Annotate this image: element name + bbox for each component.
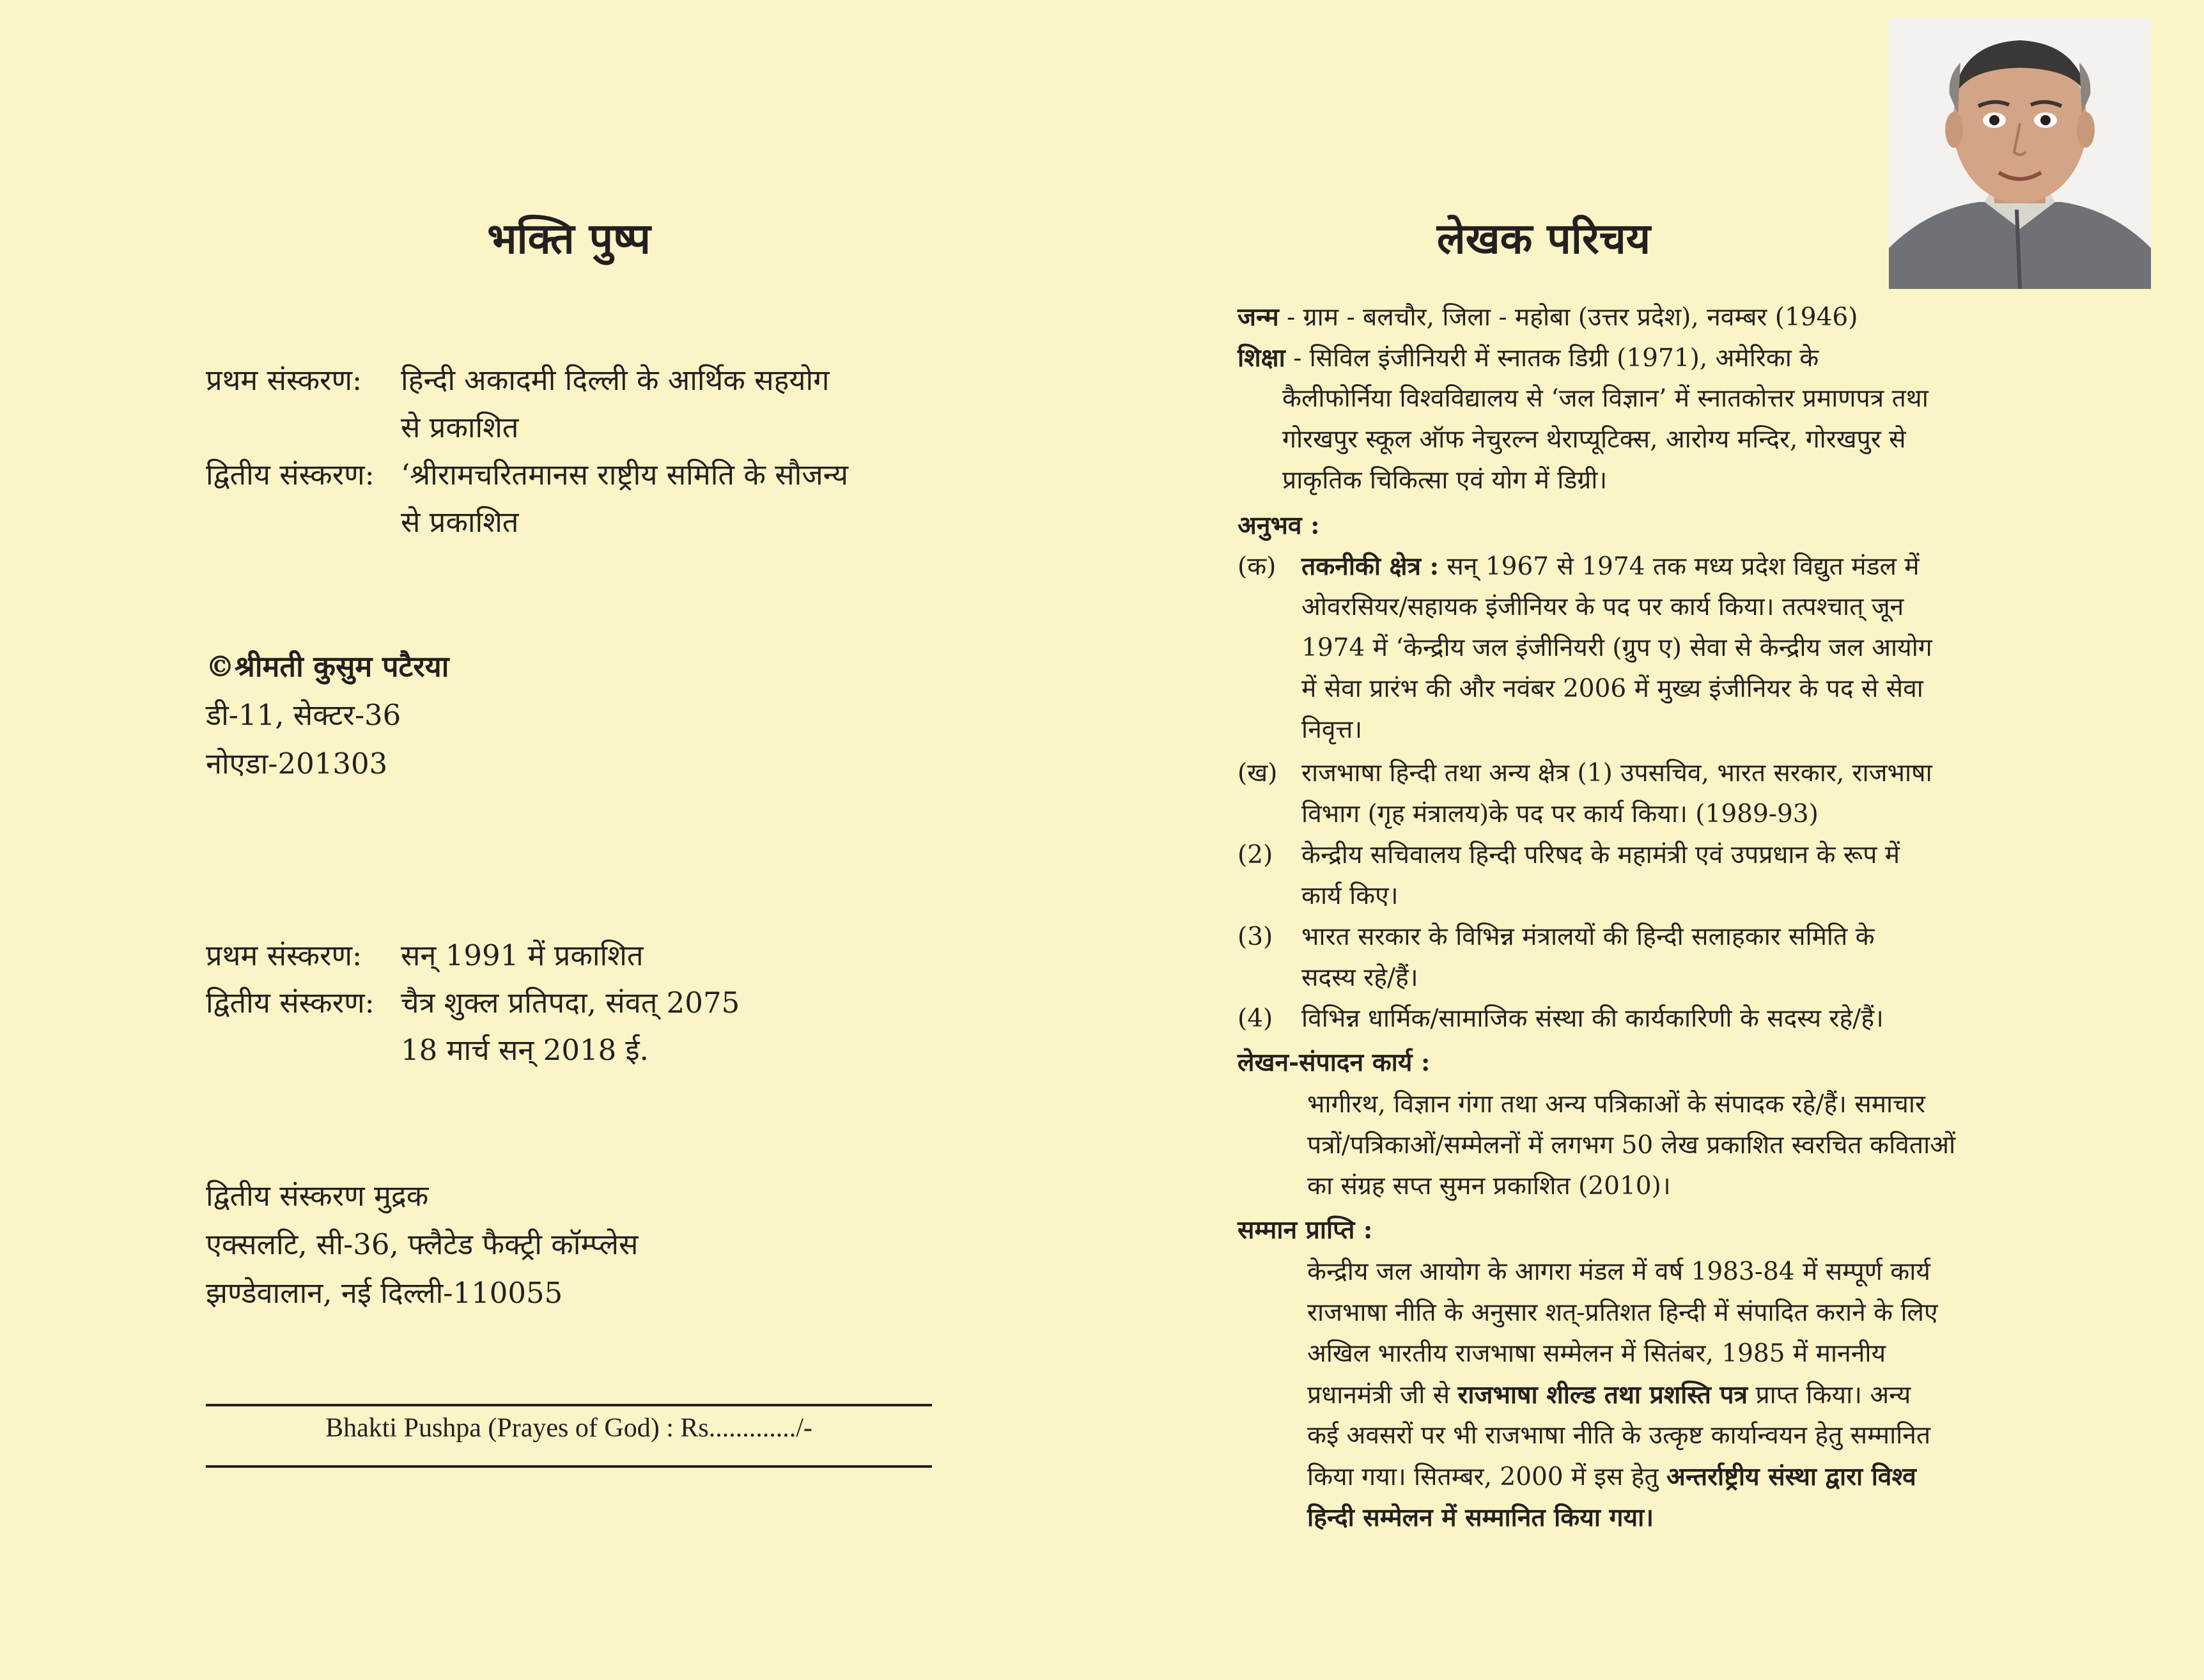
experience-heading: अनुभव : bbox=[1238, 511, 1320, 540]
honors-award: अन्तर्राष्ट्रीय संस्था द्वारा विश्व bbox=[1666, 1462, 1916, 1491]
honors-line-4 bbox=[1307, 1374, 1911, 1416]
honors-line-2: राजभाषा नीति के अनुसार शत्-प्रतिशत हिन्दी में संपादित कराने के लिए bbox=[1307, 1298, 1938, 1327]
education-line bbox=[1238, 338, 1819, 379]
writing-heading: लेखन-संपादन कार्य : bbox=[1238, 1048, 1431, 1077]
experience-item-a bbox=[1238, 546, 1920, 587]
experience-3-line-2: सदस्य रहे/हैं। bbox=[1301, 963, 1418, 992]
item-label: तकनीकी क्षेत्र : bbox=[1301, 552, 1440, 581]
credit-text-continued: से प्रकाशित bbox=[401, 410, 519, 444]
writing-line-1: भागीरथ, विज्ञान गंगा तथा अन्य पत्रिकाओं के संपादक रहे/हैं। समाचार bbox=[1307, 1090, 1925, 1119]
price-line: Bhakti Pushpa (Prayes of God) : Rs............./- bbox=[325, 1413, 812, 1443]
experience-b-line-2: विभाग (गृह मंत्रालय)के पद पर कार्य किया। (1989-93) bbox=[1301, 800, 1819, 828]
honors-line-1: केन्द्रीय जल आयोग के आगरा मंडल में वर्ष 1983-84 में सम्पूर्ण कार्य bbox=[1307, 1257, 1930, 1286]
item-text: सन् 1967 से 1974 तक मध्य प्रदेश विद्युत मंडल में bbox=[1439, 552, 1920, 581]
honors-heading: सम्मान प्राप्ति : bbox=[1238, 1215, 1373, 1245]
price-rule-bottom bbox=[206, 1465, 932, 1468]
printer-line-2: झण्डेवालान, नई दिल्ली-110055 bbox=[206, 1276, 563, 1310]
second-edition-credit bbox=[206, 451, 848, 499]
credit-text: हिन्दी अकादमी दिल्ली के आर्थिक सहयोग bbox=[401, 363, 830, 397]
item-marker: (3) bbox=[1238, 922, 1273, 951]
experience-a-line-5: निवृत्त। bbox=[1301, 715, 1363, 744]
honors-line-7: हिन्दी सम्मेलन में सम्मानित किया गया। bbox=[1307, 1503, 1654, 1532]
honors-line-5: कई अवसरों पर भी राजभाषा नीति के उत्कृष्ट कार्यान्वयन हेतु सम्मानित bbox=[1307, 1421, 1931, 1450]
copyright-holder: ©श्रीमती कुसुम पटैरया bbox=[206, 649, 449, 683]
honors-line-3: अखिल भारतीय राजभाषा सम्मेलन में सितंबर, 1985 में माननीय bbox=[1307, 1339, 1886, 1368]
birth-line bbox=[1238, 297, 1858, 338]
experience-a-line-4: में सेवा प्रारंभ की और नवंबर 2006 में मुख्य इंजीनियर के पद से सेवा bbox=[1301, 674, 1923, 703]
experience-2-line-2: कार्य किए। bbox=[1301, 882, 1399, 910]
author-intro-title: लेखक परिचय bbox=[1436, 214, 1651, 263]
credit-label: प्रथम संस्करण: bbox=[206, 363, 362, 397]
credit-text: ‘श्रीरामचरितमानस राष्ट्रीय समिति के सौजन्य bbox=[401, 458, 849, 492]
left-page bbox=[0, 0, 1023, 1680]
item-text: भारत सरकार के विभिन्न मंत्रालयों की हिन्दी सलाहकार समिति के bbox=[1301, 922, 1875, 951]
right-page bbox=[1087, 0, 2204, 1680]
writing-line-2: पत्रों/पत्रिकाओं/सम्मेलनों में लगभग 50 लेख प्रकाशित स्वरचित कविताओं bbox=[1307, 1131, 1956, 1160]
price-rule-top bbox=[206, 1404, 932, 1406]
address-line-1: डी-11, सेक्टर-36 bbox=[206, 698, 401, 732]
education-line-2: कैलीफोर्निया विश्वविद्यालय से ‘जल विज्ञान’ में स्नातकोत्तर प्रमाणपत्र तथा bbox=[1282, 384, 1929, 413]
author-portrait-icon bbox=[1889, 18, 2151, 289]
printer-line-1: एक्सलटि, सी-36, फ्लैटेड फैक्ट्री कॉम्प्लेस bbox=[206, 1227, 639, 1261]
item-text: केन्द्रीय सचिवालय हिन्दी परिषद के महामंत्री एवं उपप्रधान के रूप में bbox=[1301, 841, 1900, 869]
experience-a-line-3: 1974 में ‘केन्द्रीय जल इंजीनियरी (ग्रुप ए) सेवा से केन्द्रीय जल आयोग bbox=[1301, 634, 1932, 662]
item-marker: (क) bbox=[1238, 552, 1277, 581]
edition-text: चैत्र शुक्ल प्रतिपदा, संवत् 2075 bbox=[401, 986, 740, 1020]
item-text: विभिन्न धार्मिक/सामाजिक संस्था की कार्यकारिणी के सदस्य रहे/हैं। bbox=[1301, 1004, 1884, 1033]
author-photo bbox=[1889, 18, 2151, 289]
address-line-2: नोएडा-201303 bbox=[206, 747, 388, 781]
writing-line-3: का संग्रह सप्त सुमन प्रकाशित (2010)। bbox=[1307, 1172, 1671, 1201]
edition-label: द्वितीय संस्करण: bbox=[206, 986, 375, 1020]
education-label: शिक्षा bbox=[1238, 343, 1285, 373]
item-marker: (2) bbox=[1238, 841, 1273, 869]
printer-heading: द्वितीय संस्करण मुद्रक bbox=[206, 1179, 429, 1213]
education-line-3: गोरखपुर स्कूल ऑफ नेचुरल्न थेराप्यूटिक्स, आरोग्य मन्दिर, गोरखपुर से bbox=[1282, 425, 1906, 454]
book-title: भक्ति पुष्प bbox=[487, 214, 651, 263]
item-marker: (4) bbox=[1238, 1004, 1273, 1033]
education-line-4: प्राकृतिक चिकित्सा एवं योग में डिग्री। bbox=[1282, 466, 1608, 495]
honors-text: प्रधानमंत्री जी से bbox=[1307, 1381, 1458, 1410]
item-text: राजभाषा हिन्दी तथा अन्य क्षेत्र (1) उपसचिव, भारत सरकार, राजभाषा bbox=[1301, 759, 1932, 788]
honors-line-6 bbox=[1307, 1456, 1916, 1498]
experience-item-2 bbox=[1238, 835, 1900, 876]
credit-text-continued: से प्रकाशित bbox=[401, 505, 519, 539]
first-edition-date bbox=[206, 932, 643, 979]
edition-label: प्रथम संस्करण: bbox=[206, 938, 362, 972]
birth-label: जन्म bbox=[1238, 302, 1279, 332]
experience-a-line-2: ओवरसियर/सहायक इंजीनियर के पद पर कार्य किया। तत्पश्चात् जून bbox=[1301, 593, 1904, 621]
experience-item-b bbox=[1238, 753, 1932, 794]
honors-text: किया गया। सितम्बर, 2000 में इस हेतु bbox=[1307, 1463, 1667, 1491]
honors-award: राजभाषा शील्ड तथा प्रशस्ति पत्र bbox=[1457, 1380, 1748, 1410]
experience-item-3 bbox=[1238, 917, 1875, 958]
experience-item-4 bbox=[1238, 999, 1884, 1039]
item-marker: (ख) bbox=[1238, 759, 1278, 788]
first-edition-credit bbox=[206, 357, 830, 404]
edition-text-continued: 18 मार्च सन् 2018 ई. bbox=[401, 1033, 649, 1067]
edition-text: सन् 1991 में प्रकाशित bbox=[401, 938, 644, 972]
second-edition-date bbox=[206, 979, 740, 1027]
honors-text: प्राप्त किया। अन्य bbox=[1748, 1381, 1911, 1410]
credit-label: द्वितीय संस्करण: bbox=[206, 458, 375, 492]
education-text: - सिविल इंजीनियरी में स्नातक डिग्री (1971), अमेरिका के bbox=[1285, 344, 1819, 373]
birth-text: - ग्राम - बलचौर, जिला - महोबा (उत्तर प्रदेश), नवम्बर (1946) bbox=[1278, 303, 1858, 332]
